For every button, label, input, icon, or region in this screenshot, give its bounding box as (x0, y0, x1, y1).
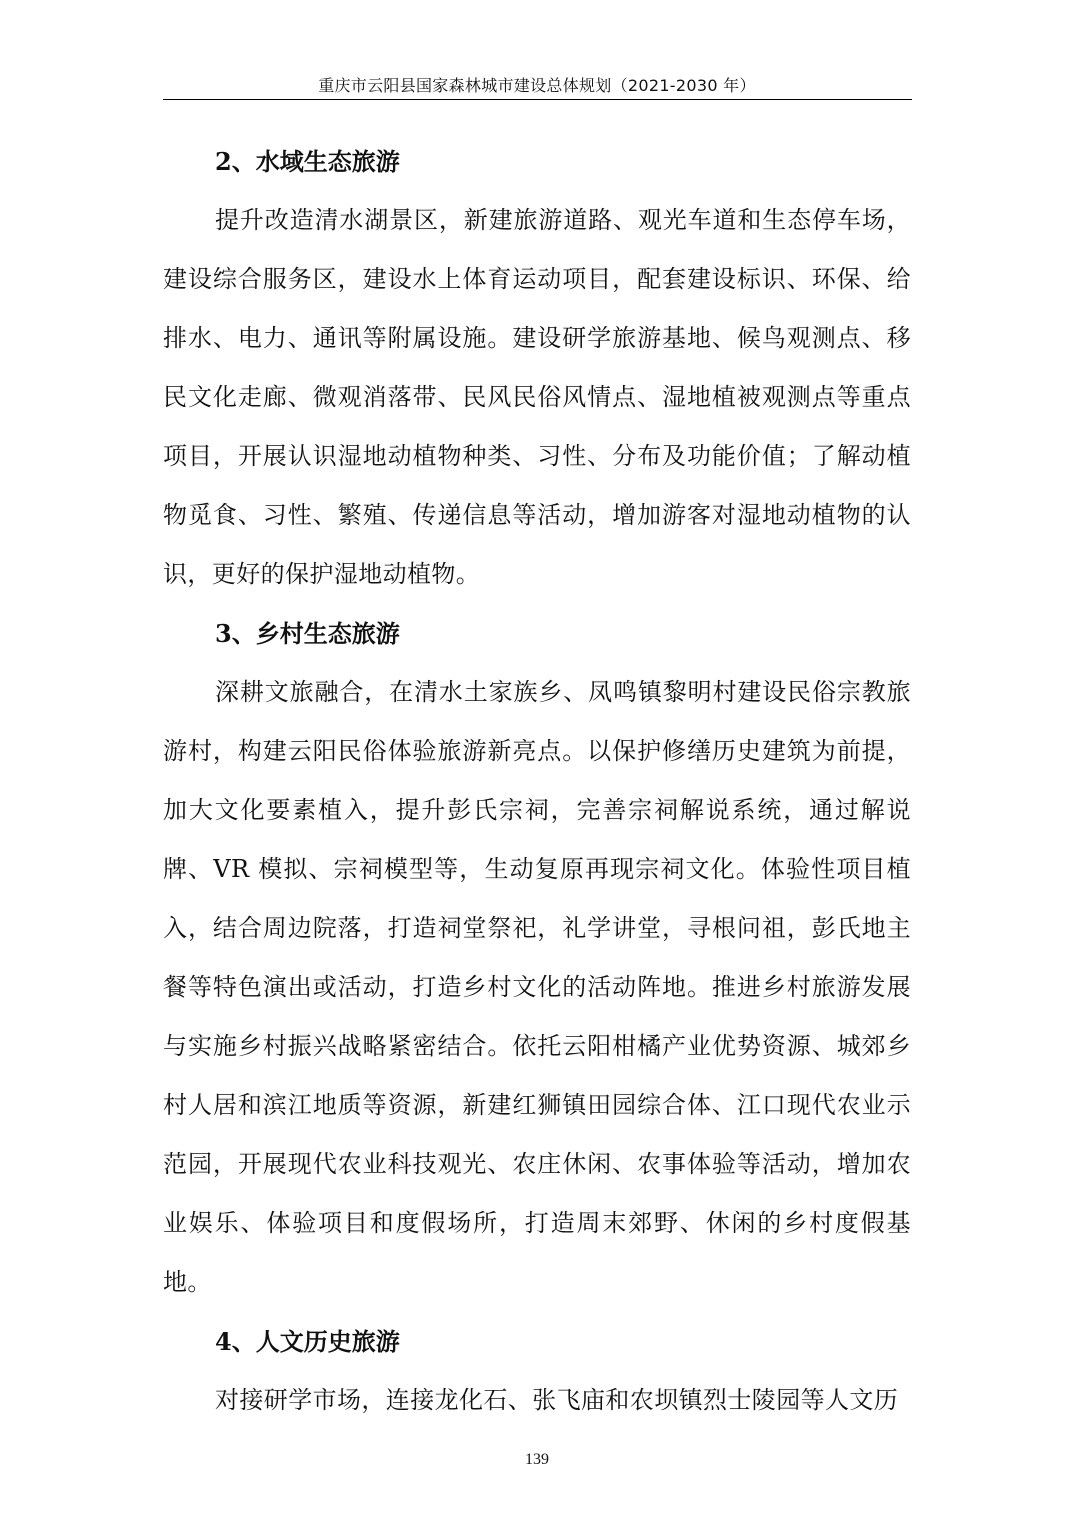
section-paragraph: 深耕文旅融合，在清水土家族乡、凤鸣镇黎明村建设民俗宗教旅游村，构建云阳民俗体验旅游新亮点。以保护修缮历史建筑为前提，加大文化要素植入，提升彭氏宗祠，完善宗祠解说系统，通过解说牌、VR 模拟、宗祠模型等，生动复原再现宗祠文化。体验性项目植入，结合周边院落，打造祠堂祭祀，礼学讲堂，寻根问祖，彭氏地主餐等特色演出或活动，打造乡村文化的活动阵地。推进乡村旅游发展与实施乡村振兴战略紧密结合。依托云阳柑橘产业优势资源、城郊乡村人居和滨江地质等资源，新建红狮镇田园综合体、江口现代农业示范园，开展现代农业科技观光、农庄休闲、农事体验等活动，增加农业娱乐、体验项目和度假场所，打造周末郊野、休闲的乡村度假基地。 (163, 678, 911, 1296)
running-header: 重庆市云阳县国家森林城市建设总体规划（2021-2030 年） (318, 76, 756, 95)
section-paragraph: 对接研学市场，连接龙化石、张飞庙和农坝镇烈士陵园等人文历 (215, 1386, 899, 1414)
section-water-tourism (163, 132, 911, 604)
section-paragraph: 提升改造清水湖景区，新建旅游道路、观光车道和生态停车场，建设综合服务区，建设水上体育运动项目，配套建设标识、环保、给排水、电力、通讯等附属设施。建设研学旅游基地、候鸟观测点、移民文化走廊、微观消落带、民风民俗风情点、湿地植被观测点等重点项目，开展认识湿地动植物种类、习性、分布及功能价值；了解动植物觅食、习性、繁殖、传递信息等活动，增加游客对湿地动植物的认识，更好的保护湿地动植物。 (163, 206, 911, 588)
section-heading: 2、水域生态旅游 (215, 147, 400, 176)
section-cultural-history-tourism (163, 1312, 911, 1430)
header-rule (163, 99, 912, 100)
section-heading: 4、人文历史旅游 (215, 1327, 400, 1356)
page-number: 139 (525, 1451, 549, 1468)
document-body (163, 132, 911, 1430)
section-heading: 3、乡村生态旅游 (215, 619, 400, 648)
section-rural-tourism (163, 604, 911, 1312)
